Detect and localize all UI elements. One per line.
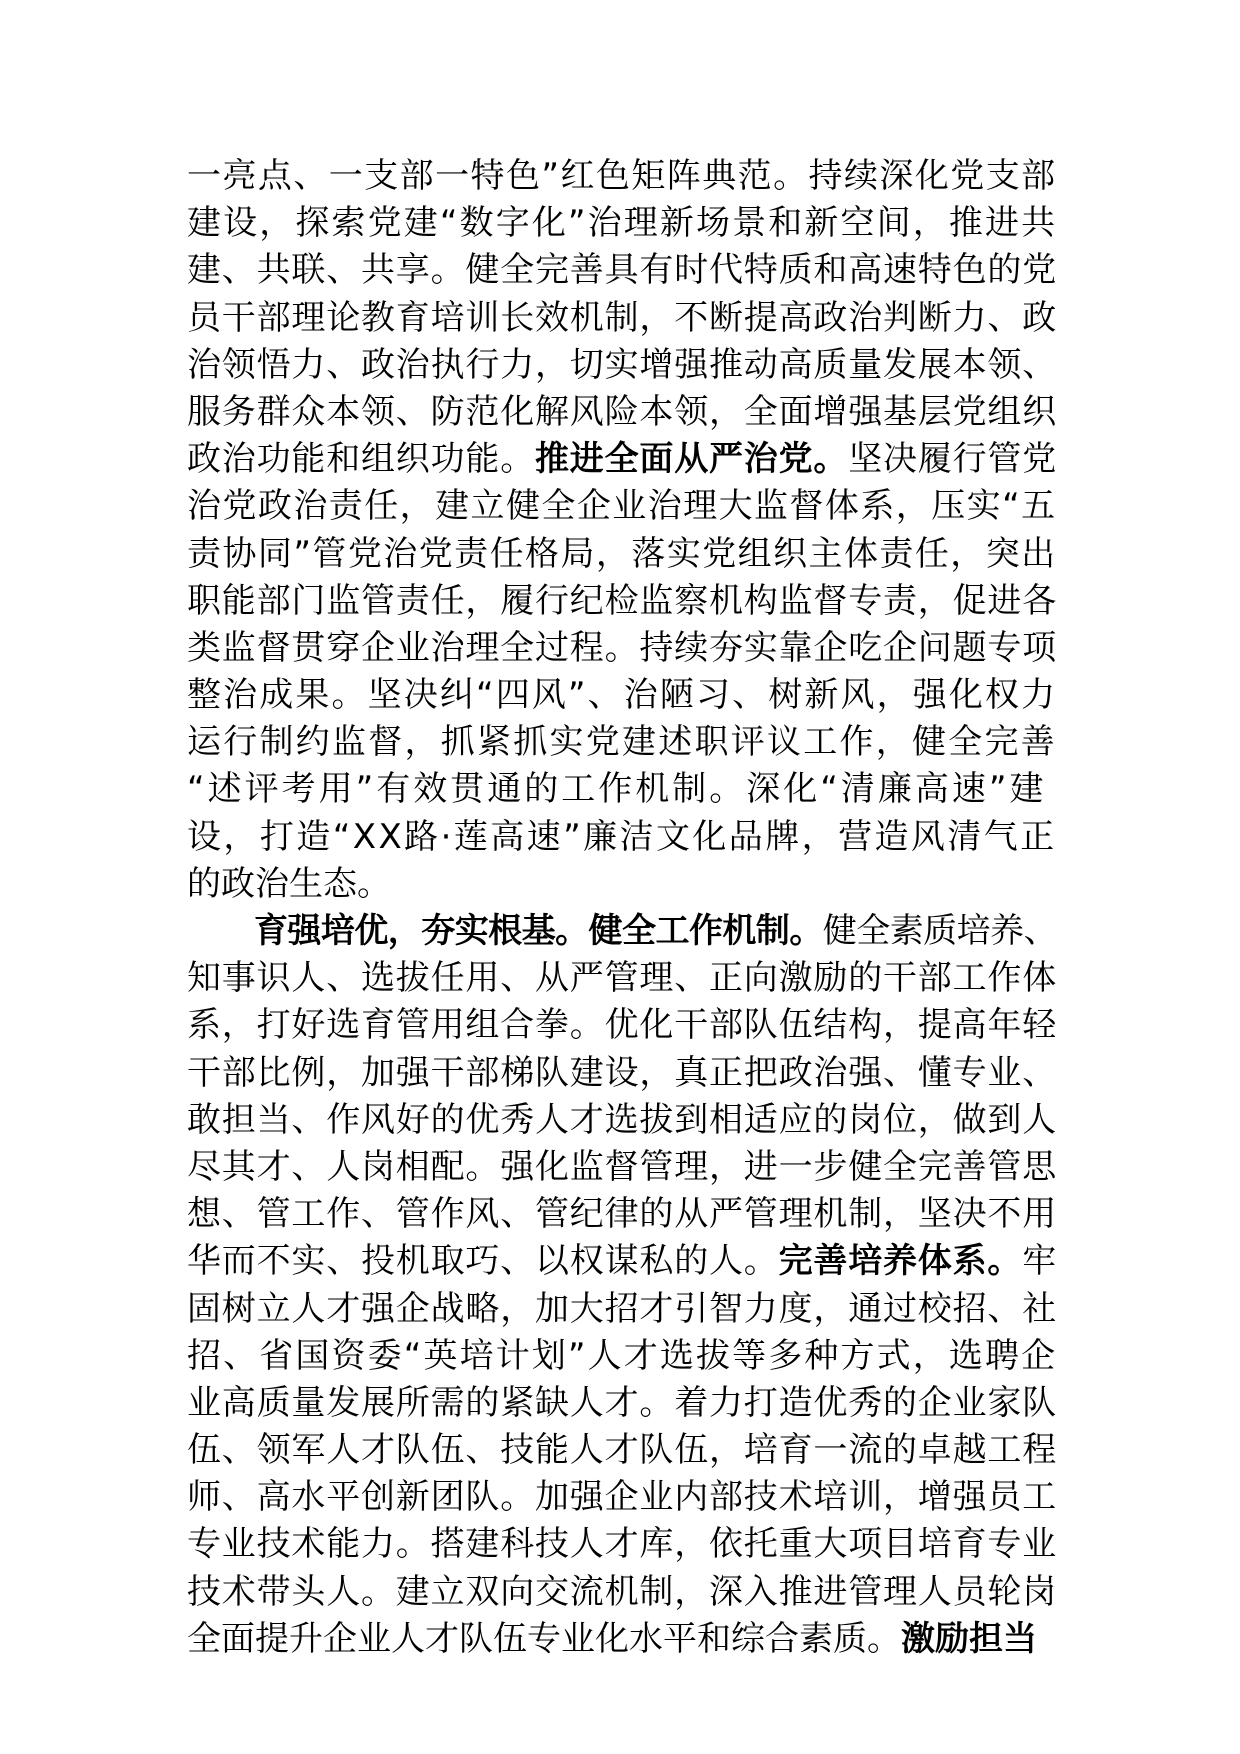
text-line	[187, 1380, 1057, 1427]
text-line	[187, 436, 1057, 483]
paragraph-talent-training	[187, 908, 1057, 1663]
text-line	[187, 1474, 1057, 1521]
text-line	[187, 1569, 1057, 1616]
text-line	[187, 625, 1057, 672]
body-text: 招、省国资委“英培计划”人才选拔等多种方式，选聘企	[187, 1335, 1058, 1376]
bold-heading-text: 推进全面从严治党。	[535, 439, 849, 480]
body-text: 敢担当、作风好的优秀人才选拔到相适应的岗位，做到人	[187, 1099, 1057, 1140]
body-text: 华而不实、投机取巧、以权谋私的人。	[187, 1241, 779, 1282]
text-line	[187, 531, 1057, 578]
text-line	[187, 814, 1057, 861]
text-line	[187, 483, 1057, 530]
document-body	[187, 153, 1057, 1663]
text-line	[187, 766, 1057, 813]
body-text: 职能部门监管责任，履行纪检监察机构监督专责，促进各	[187, 580, 1057, 621]
body-text: 运行制约监督，抓紧抓实党建述职评议工作，健全完善	[187, 722, 1057, 763]
text-line	[187, 1002, 1057, 1049]
text-line	[187, 389, 1057, 436]
text-line	[187, 1286, 1057, 1333]
text-line	[187, 719, 1057, 766]
text-line	[187, 672, 1057, 719]
body-text: 治领悟力、政治执行力，切实增强推动高质量发展本领、	[187, 344, 1057, 385]
text-line	[187, 955, 1057, 1002]
body-text: 系，打好选育管用组合拳。优化干部队伍结构，提高年轻	[187, 1005, 1057, 1046]
text-line	[187, 1191, 1057, 1238]
body-text: 一亮点、一支部一特色”红色矩阵典范。持续深化党支部	[187, 156, 1057, 196]
text-line	[187, 1238, 1057, 1285]
bold-heading-text: 育强培优，夯实根基。健全工作机制。	[253, 911, 823, 951]
text-line	[187, 1097, 1057, 1144]
body-text: 伍、领军人才队伍、技能人才队伍，培育一流的卓越工程	[187, 1430, 1057, 1471]
text-line	[187, 1144, 1057, 1191]
text-line	[187, 861, 1057, 908]
body-text: 全面提升企业人才队伍专业化水平和综合素质。	[187, 1618, 901, 1659]
body-text: 干部比例，加强干部梯队建设，真正把政治强、懂专业、	[187, 1052, 1057, 1093]
paragraph-party-building	[187, 153, 1057, 908]
body-text: 业高质量发展所需的紧缺人才。着力打造优秀的企业家队	[187, 1382, 1057, 1423]
body-text: 类监督贯穿企业治理全过程。持续夯实靠企吃企问题专项	[187, 627, 1057, 668]
body-text: 师、高水平创新团队。加强企业内部技术培训，增强员工	[187, 1477, 1057, 1518]
body-text: 技术带头人。建立双向交流机制，深入推进管理人员轮岗	[187, 1571, 1057, 1612]
body-text: 责协同”管党治党责任格局，落实党组织主体责任，突出	[187, 533, 1057, 574]
body-text: 的政治生态。	[187, 863, 391, 904]
body-text: 服务群众本领、防范化解风险本领，全面增强基层党组织	[187, 391, 1057, 432]
text-line	[187, 200, 1057, 247]
text-line	[187, 1333, 1057, 1380]
text-line	[187, 295, 1057, 342]
body-text: 固树立人才强企战略，加大招才引智力度，通过校招、社	[187, 1288, 1057, 1329]
body-text: 知事识人、选拔任用、从严管理、正向激励的干部工作体	[187, 958, 1057, 999]
text-line	[187, 1050, 1057, 1097]
text-line	[187, 578, 1057, 625]
text-line	[187, 1521, 1057, 1568]
bold-heading-text: 完善培养体系。	[778, 1241, 1023, 1282]
body-text: 尽其才、人岗相配。强化监督管理，进一步健全完善管思	[187, 1146, 1057, 1187]
body-text: 专业技术能力。搭建科技人才库，依托重大项目培育专业	[187, 1524, 1057, 1565]
text-line	[187, 1427, 1057, 1474]
text-line	[187, 342, 1057, 389]
body-text: 员干部理论教育培训长效机制，不断提高政治判断力、政	[187, 297, 1057, 338]
text-line	[187, 153, 1057, 200]
bold-heading-text: 激励担当	[901, 1618, 1037, 1659]
body-text: 建、共联、共享。健全完善具有时代特质和高速特色的党	[187, 250, 1057, 291]
text-line	[187, 247, 1057, 294]
body-text: 建设，探索党建“数字化”治理新场景和新空间，推进共	[187, 203, 1058, 244]
body-text: 想、管工作、管作风、管纪律的从严管理机制，坚决不用	[187, 1194, 1057, 1235]
body-text: 健全素质培养、	[822, 911, 1058, 951]
body-text	[187, 911, 254, 951]
text-line	[187, 908, 1057, 955]
body-text: 设，打造“XX路·莲高速”廉洁文化品牌，营造风清气正	[187, 816, 1057, 857]
body-text: 牢	[1022, 1241, 1058, 1282]
text-line	[187, 1616, 1057, 1663]
body-text: 治党政治责任，建立健全企业治理大监督体系，压实“五	[187, 486, 1057, 527]
body-text: 整治成果。坚决纠“四风”、治陋习、树新风，强化权力	[187, 675, 1058, 716]
body-text: “述评考用”有效贯通的工作机制。深化“清廉高速”建	[187, 769, 1047, 810]
body-text: 政治功能和组织功能。	[187, 439, 535, 480]
body-text: 坚决履行管党	[848, 439, 1058, 480]
